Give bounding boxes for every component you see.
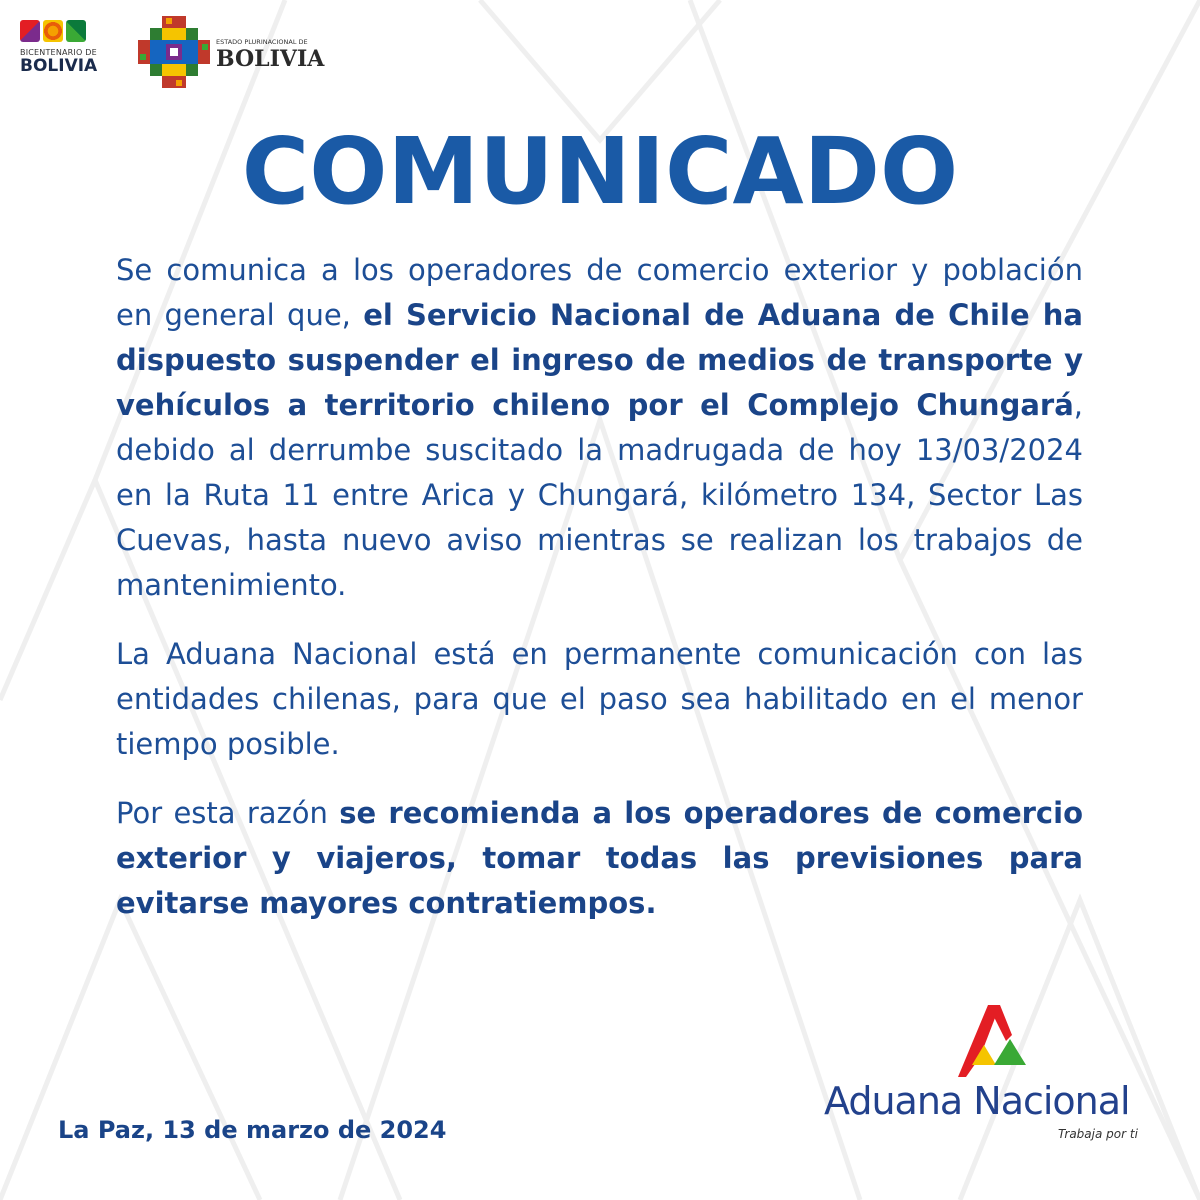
paragraph-1 <box>116 248 1083 608</box>
p3-bold-1: se recomienda a los operadores de comercio exterior y viajeros, tomar todas las previsiones para evitarse mayores contratiempos. <box>116 796 1083 920</box>
aduana-tagline-text: Trabaja por ti <box>1058 1127 1138 1141</box>
aduana-nacional-logo <box>820 1005 1150 1155</box>
bicentenario-marks-icon <box>20 20 115 42</box>
estado-big-text: BOLIVIA <box>216 46 325 72</box>
p2-text-1: La Aduana Nacional está en permanente comunicación con las entidades chilenas, para que el paso sea habilitado en el menor tiempo posible. <box>116 637 1083 761</box>
communique-body <box>116 248 1083 950</box>
p1-text-1: Se comunica a los operadores de comercio exterior y población en general que, <box>116 253 1083 332</box>
p3-text-1: Por esta razón <box>116 796 340 830</box>
p1-text-2: , debido al derrumbe suscitado la madrugada de hoy 13/03/2024 en la Ruta 11 entre Arica y Chungará, kilómetro 134, Sector Las Cuevas, hasta nuevo aviso mientras se realizan los trabajos de mantenimiento. <box>116 388 1083 602</box>
page-title: COMUNICADO <box>241 118 959 225</box>
p1-bold-1: el Servicio Nacional de Aduana de Chile ha dispuesto suspender el ingreso de medios de transporte y vehículos a territorio chileno por el Complejo Chungará <box>116 298 1083 422</box>
paragraph-2 <box>116 632 1083 767</box>
aduana-mark-icon <box>950 1005 1045 1077</box>
estado-small-text: ESTADO PLURINACIONAL DE <box>216 38 308 46</box>
bicentenario-logo <box>20 20 115 86</box>
estado-plurinacional-logo <box>138 16 328 88</box>
bicentenario-big-text: BOLIVIA <box>20 56 98 76</box>
bicentenario-small-text: BICENTENARIO DE <box>20 48 97 57</box>
aduana-name-text: Aduana Nacional <box>824 1079 1130 1123</box>
issue-date: La Paz, 13 de marzo de 2024 <box>58 1116 447 1144</box>
paragraph-3 <box>116 791 1083 926</box>
chakana-icon <box>138 16 210 88</box>
